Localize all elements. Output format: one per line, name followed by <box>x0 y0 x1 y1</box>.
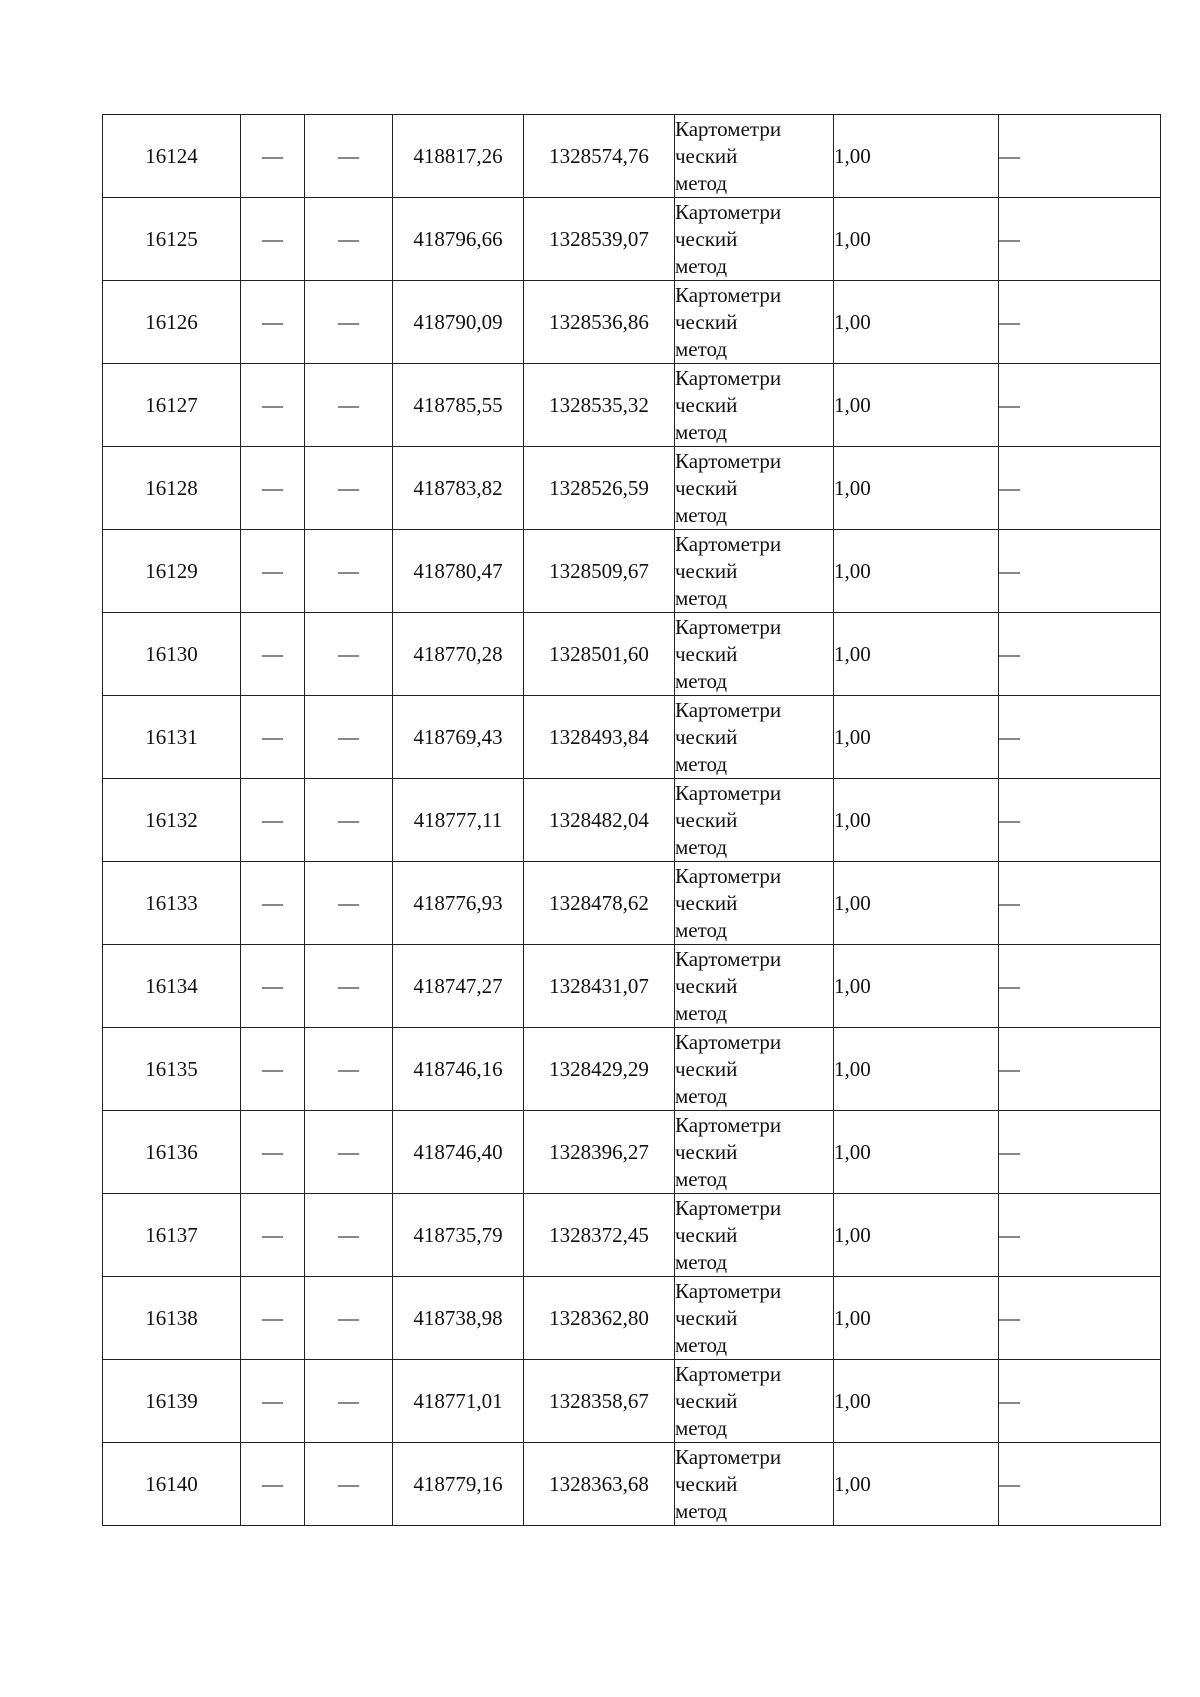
table-row <box>103 779 1161 862</box>
method-text-line: метод <box>675 170 728 195</box>
old-y-cell: — <box>305 1277 393 1360</box>
method-text-line: метод <box>675 1166 728 1191</box>
method-cell <box>675 1277 834 1360</box>
old-x-cell: — <box>241 613 305 696</box>
table-row <box>103 1443 1161 1526</box>
description-cell: — <box>999 1028 1161 1111</box>
description-cell: — <box>999 447 1161 530</box>
old-y-cell: — <box>305 1028 393 1111</box>
method-text-line: Картометри <box>675 365 782 390</box>
old-y-cell: — <box>305 530 393 613</box>
x-coordinate-cell: 418735,79 <box>393 1194 524 1277</box>
old-y-cell: — <box>305 281 393 364</box>
accuracy-cell: 1,00 <box>834 447 999 530</box>
method-text-line: Картометри <box>675 1444 782 1469</box>
x-coordinate-cell: 418746,40 <box>393 1111 524 1194</box>
point-number-cell: 16124 <box>103 115 241 198</box>
point-number-cell: 16127 <box>103 364 241 447</box>
y-coordinate-cell: 1328509,67 <box>524 530 675 613</box>
table-row <box>103 945 1161 1028</box>
point-number-cell: 16133 <box>103 862 241 945</box>
method-cell <box>675 1028 834 1111</box>
method-text-line: ческий <box>675 641 738 666</box>
description-cell: — <box>999 198 1161 281</box>
point-number-cell: 16140 <box>103 1443 241 1526</box>
old-x-cell: — <box>241 1360 305 1443</box>
method-text-line: метод <box>675 585 728 610</box>
table-row <box>103 1194 1161 1277</box>
y-coordinate-cell: 1328358,67 <box>524 1360 675 1443</box>
old-y-cell: — <box>305 1111 393 1194</box>
accuracy-cell: 1,00 <box>834 613 999 696</box>
table-row <box>103 1028 1161 1111</box>
point-number-cell: 16130 <box>103 613 241 696</box>
method-text-line: Картометри <box>675 199 782 224</box>
old-x-cell: — <box>241 1277 305 1360</box>
point-number-cell: 16129 <box>103 530 241 613</box>
y-coordinate-cell: 1328372,45 <box>524 1194 675 1277</box>
description-cell: — <box>999 115 1161 198</box>
method-text-line: метод <box>675 668 728 693</box>
method-text-line: Картометри <box>675 282 782 307</box>
point-number-cell: 16137 <box>103 1194 241 1277</box>
point-number-cell: 16136 <box>103 1111 241 1194</box>
old-x-cell: — <box>241 779 305 862</box>
accuracy-cell: 1,00 <box>834 945 999 1028</box>
y-coordinate-cell: 1328535,32 <box>524 364 675 447</box>
method-text-line: ческий <box>675 724 738 749</box>
description-cell: — <box>999 364 1161 447</box>
method-text-line: метод <box>675 917 728 942</box>
method-text-line: Картометри <box>675 531 782 556</box>
old-y-cell: — <box>305 364 393 447</box>
method-text-line: ческий <box>675 1139 738 1164</box>
method-cell <box>675 1443 834 1526</box>
point-number-cell: 16125 <box>103 198 241 281</box>
method-text-line: метод <box>675 1083 728 1108</box>
accuracy-cell: 1,00 <box>834 862 999 945</box>
point-number-cell: 16132 <box>103 779 241 862</box>
method-text-line: Картометри <box>675 1112 782 1137</box>
y-coordinate-cell: 1328482,04 <box>524 779 675 862</box>
old-y-cell: — <box>305 862 393 945</box>
method-text-line: ческий <box>675 890 738 915</box>
point-number-cell: 16134 <box>103 945 241 1028</box>
description-cell: — <box>999 530 1161 613</box>
x-coordinate-cell: 418783,82 <box>393 447 524 530</box>
old-y-cell: — <box>305 1360 393 1443</box>
method-text-line: ческий <box>675 558 738 583</box>
accuracy-cell: 1,00 <box>834 1028 999 1111</box>
description-cell: — <box>999 1111 1161 1194</box>
description-cell: — <box>999 1443 1161 1526</box>
x-coordinate-cell: 418817,26 <box>393 115 524 198</box>
method-text-line: метод <box>675 1249 728 1274</box>
method-text-line: ческий <box>675 1056 738 1081</box>
x-coordinate-cell: 418777,11 <box>393 779 524 862</box>
method-cell <box>675 613 834 696</box>
point-number-cell: 16139 <box>103 1360 241 1443</box>
old-x-cell: — <box>241 281 305 364</box>
x-coordinate-cell: 418738,98 <box>393 1277 524 1360</box>
old-x-cell: — <box>241 1443 305 1526</box>
y-coordinate-cell: 1328429,29 <box>524 1028 675 1111</box>
table-row <box>103 1277 1161 1360</box>
method-cell <box>675 1194 834 1277</box>
method-text-line: Картометри <box>675 946 782 971</box>
x-coordinate-cell: 418746,16 <box>393 1028 524 1111</box>
method-text-line: Картометри <box>675 697 782 722</box>
method-text-line: Картометри <box>675 1278 782 1303</box>
method-text-line: ческий <box>675 226 738 251</box>
method-text-line: Картометри <box>675 448 782 473</box>
accuracy-cell: 1,00 <box>834 530 999 613</box>
method-text-line: метод <box>675 751 728 776</box>
y-coordinate-cell: 1328501,60 <box>524 613 675 696</box>
method-cell <box>675 779 834 862</box>
old-y-cell: — <box>305 696 393 779</box>
method-text-line: метод <box>675 419 728 444</box>
old-x-cell: — <box>241 364 305 447</box>
table-row <box>103 364 1161 447</box>
method-cell <box>675 115 834 198</box>
table-row <box>103 115 1161 198</box>
old-y-cell: — <box>305 1194 393 1277</box>
method-text-line: ческий <box>675 309 738 334</box>
method-text-line: ческий <box>675 973 738 998</box>
method-text-line: Картометри <box>675 614 782 639</box>
method-text-line: метод <box>675 1415 728 1440</box>
x-coordinate-cell: 418771,01 <box>393 1360 524 1443</box>
table-row <box>103 1360 1161 1443</box>
method-text-line: Картометри <box>675 863 782 888</box>
old-x-cell: — <box>241 696 305 779</box>
method-text-line: метод <box>675 834 728 859</box>
y-coordinate-cell: 1328478,62 <box>524 862 675 945</box>
accuracy-cell: 1,00 <box>834 198 999 281</box>
description-cell: — <box>999 1194 1161 1277</box>
method-text-line: метод <box>675 253 728 278</box>
table-row <box>103 613 1161 696</box>
y-coordinate-cell: 1328396,27 <box>524 1111 675 1194</box>
method-text-line: Картометри <box>675 780 782 805</box>
table-row <box>103 281 1161 364</box>
coordinates-table <box>102 114 1161 1526</box>
y-coordinate-cell: 1328536,86 <box>524 281 675 364</box>
method-text-line: метод <box>675 1000 728 1025</box>
x-coordinate-cell: 418785,55 <box>393 364 524 447</box>
method-text-line: ческий <box>675 807 738 832</box>
point-number-cell: 16126 <box>103 281 241 364</box>
description-cell: — <box>999 613 1161 696</box>
y-coordinate-cell: 1328362,80 <box>524 1277 675 1360</box>
description-cell: — <box>999 862 1161 945</box>
accuracy-cell: 1,00 <box>834 1360 999 1443</box>
old-x-cell: — <box>241 115 305 198</box>
point-number-cell: 16135 <box>103 1028 241 1111</box>
y-coordinate-cell: 1328431,07 <box>524 945 675 1028</box>
point-number-cell: 16131 <box>103 696 241 779</box>
accuracy-cell: 1,00 <box>834 1111 999 1194</box>
table-row <box>103 696 1161 779</box>
table-row <box>103 198 1161 281</box>
description-cell: — <box>999 1360 1161 1443</box>
accuracy-cell: 1,00 <box>834 1277 999 1360</box>
x-coordinate-cell: 418747,27 <box>393 945 524 1028</box>
accuracy-cell: 1,00 <box>834 1194 999 1277</box>
method-text-line: метод <box>675 1498 728 1523</box>
description-cell: — <box>999 696 1161 779</box>
old-y-cell: — <box>305 613 393 696</box>
description-cell: — <box>999 1277 1161 1360</box>
method-cell <box>675 1111 834 1194</box>
old-x-cell: — <box>241 530 305 613</box>
y-coordinate-cell: 1328526,59 <box>524 447 675 530</box>
method-text-line: метод <box>675 502 728 527</box>
method-text-line: ческий <box>675 1305 738 1330</box>
x-coordinate-cell: 418790,09 <box>393 281 524 364</box>
method-text-line: ческий <box>675 1222 738 1247</box>
table-body <box>103 115 1161 1526</box>
method-cell <box>675 945 834 1028</box>
table-row <box>103 447 1161 530</box>
y-coordinate-cell: 1328363,68 <box>524 1443 675 1526</box>
y-coordinate-cell: 1328493,84 <box>524 696 675 779</box>
method-text-line: ческий <box>675 1471 738 1496</box>
old-y-cell: — <box>305 779 393 862</box>
old-x-cell: — <box>241 862 305 945</box>
old-x-cell: — <box>241 945 305 1028</box>
x-coordinate-cell: 418769,43 <box>393 696 524 779</box>
method-text-line: Картометри <box>675 116 782 141</box>
method-text-line: метод <box>675 336 728 361</box>
method-cell <box>675 1360 834 1443</box>
accuracy-cell: 1,00 <box>834 779 999 862</box>
accuracy-cell: 1,00 <box>834 696 999 779</box>
old-x-cell: — <box>241 1194 305 1277</box>
method-cell <box>675 281 834 364</box>
method-cell <box>675 364 834 447</box>
description-cell: — <box>999 779 1161 862</box>
method-cell <box>675 198 834 281</box>
accuracy-cell: 1,00 <box>834 364 999 447</box>
method-text-line: ческий <box>675 392 738 417</box>
old-y-cell: — <box>305 945 393 1028</box>
table-row <box>103 530 1161 613</box>
y-coordinate-cell: 1328574,76 <box>524 115 675 198</box>
accuracy-cell: 1,00 <box>834 1443 999 1526</box>
accuracy-cell: 1,00 <box>834 115 999 198</box>
description-cell: — <box>999 281 1161 364</box>
description-cell: — <box>999 945 1161 1028</box>
method-text-line: метод <box>675 1332 728 1357</box>
method-cell <box>675 862 834 945</box>
method-text-line: ческий <box>675 475 738 500</box>
method-text-line: Картометри <box>675 1361 782 1386</box>
x-coordinate-cell: 418779,16 <box>393 1443 524 1526</box>
old-x-cell: — <box>241 198 305 281</box>
y-coordinate-cell: 1328539,07 <box>524 198 675 281</box>
old-x-cell: — <box>241 447 305 530</box>
table-row <box>103 1111 1161 1194</box>
old-y-cell: — <box>305 115 393 198</box>
x-coordinate-cell: 418776,93 <box>393 862 524 945</box>
method-text-line: ческий <box>675 1388 738 1413</box>
old-y-cell: — <box>305 198 393 281</box>
x-coordinate-cell: 418770,28 <box>393 613 524 696</box>
accuracy-cell: 1,00 <box>834 281 999 364</box>
old-y-cell: — <box>305 447 393 530</box>
old-y-cell: — <box>305 1443 393 1526</box>
x-coordinate-cell: 418796,66 <box>393 198 524 281</box>
point-number-cell: 16138 <box>103 1277 241 1360</box>
method-cell <box>675 447 834 530</box>
old-x-cell: — <box>241 1111 305 1194</box>
table-row <box>103 862 1161 945</box>
method-cell <box>675 530 834 613</box>
old-x-cell: — <box>241 1028 305 1111</box>
method-text-line: ческий <box>675 143 738 168</box>
method-cell <box>675 696 834 779</box>
x-coordinate-cell: 418780,47 <box>393 530 524 613</box>
method-text-line: Картометри <box>675 1195 782 1220</box>
method-text-line: Картометри <box>675 1029 782 1054</box>
point-number-cell: 16128 <box>103 447 241 530</box>
